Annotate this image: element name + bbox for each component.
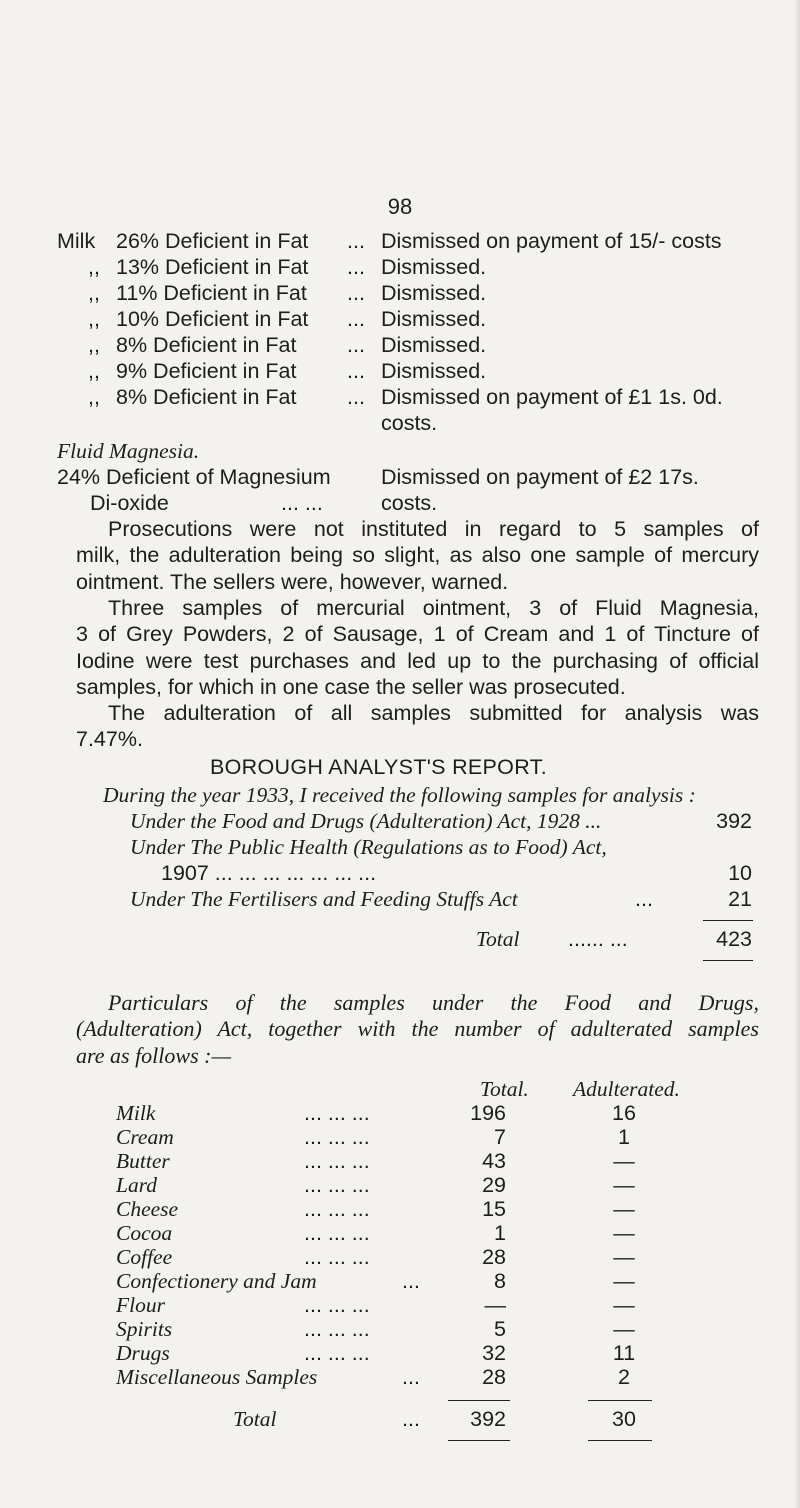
sample-name: Lard <box>116 1173 158 1197</box>
sample-adulterated: — <box>613 1269 635 1293</box>
paragraph-line: ointment. The sellers were, however, warned. <box>76 569 509 594</box>
item-line: 24% Deficient of Magnesium <box>57 465 331 489</box>
sample-total: 29 <box>482 1173 506 1197</box>
total-rule <box>703 960 753 961</box>
sample-adulterated: 11 <box>612 1341 636 1365</box>
sample-name: Miscellaneous Samples <box>116 1365 318 1389</box>
row-item: 9% Deficient in Fat <box>116 359 297 383</box>
row-dots: ... <box>402 1365 420 1389</box>
row-dots: ... ... ... <box>304 1317 370 1341</box>
paragraph-prosecutions <box>76 516 759 595</box>
paragraph-adulteration-rate <box>76 700 759 753</box>
report-intro: During the year 1933, I received the following samples for analysis : <box>103 783 696 807</box>
acts-total-value: 423 <box>716 927 752 951</box>
sample-name: Cheese <box>116 1197 179 1221</box>
row-result: Dismissed on payment of 15/- costs <box>381 229 722 253</box>
row-item: 13% Deficient in Fat <box>116 255 309 279</box>
paragraph-line: 7.47%. <box>76 727 143 752</box>
paragraph-line: milk, the adulteration being so slight, as also one sample of mercury <box>76 543 759 568</box>
table-subtotal-rule-adulterated <box>588 1400 652 1401</box>
row-dots: ... ... ... <box>304 1197 370 1221</box>
page-number: 98 <box>387 194 413 219</box>
acts-total-dots: ...... ... <box>568 927 628 951</box>
row-lead: ,, <box>88 385 100 409</box>
row-result: Dismissed. <box>381 359 487 383</box>
sample-name: Coffee <box>116 1245 173 1269</box>
sample-name: Cocoa <box>116 1221 173 1245</box>
subtotal-rule <box>703 920 753 921</box>
sample-name: Drugs <box>116 1341 170 1365</box>
sample-name: Butter <box>116 1149 170 1173</box>
table-total-rule-adulterated <box>588 1440 652 1441</box>
sample-name: Cream <box>116 1125 174 1149</box>
paragraph-test-purchases <box>76 595 759 700</box>
row-item: 11% Deficient in Fat <box>116 281 307 305</box>
row-item: 8% Deficient in Fat <box>116 333 297 357</box>
paragraph-line: samples, for which in one case the seller was prosecuted. <box>76 674 626 699</box>
sample-adulterated: 1 <box>618 1125 630 1149</box>
row-dots: ... ... <box>281 491 323 515</box>
row-dots: ... ... ... <box>304 1245 370 1269</box>
row-lead: ,, <box>88 281 100 305</box>
continuation-text: costs. <box>381 411 438 435</box>
row-result: Dismissed. <box>381 255 487 279</box>
sample-name: Flour <box>116 1293 165 1317</box>
paragraph-line: are as follows :— <box>76 1042 232 1068</box>
sample-total: 196 <box>470 1101 506 1125</box>
paragraph-line: Prosecutions were not instituted in regard to 5 samples of <box>108 517 759 541</box>
row-dots: ... <box>347 333 365 357</box>
table-total-value: 392 <box>470 1407 506 1431</box>
row-item: 10% Deficient in Fat <box>116 307 309 331</box>
row-item: 8% Deficient in Fat <box>116 385 297 409</box>
table-total-label: Total <box>233 1407 277 1431</box>
act-dots: ... <box>635 887 653 911</box>
item-line: Di-oxide <box>90 491 169 515</box>
page-edge-shadow <box>794 0 800 1508</box>
row-dots: ... ... ... <box>304 1125 370 1149</box>
sample-total: 28 <box>482 1365 506 1389</box>
row-lead: ,, <box>88 307 100 331</box>
row-dots: ... ... ... <box>304 1341 370 1365</box>
table-total-rule-total <box>448 1440 510 1441</box>
sample-adulterated: — <box>613 1173 635 1197</box>
row-lead: Milk <box>57 229 96 253</box>
paragraph-line: (Adulteration) Act, together with the number of adulterated samples <box>76 1016 759 1042</box>
paragraph-line: The adulteration of all samples submitted for analysis was <box>108 701 759 725</box>
sample-adulterated: 2 <box>618 1365 630 1389</box>
row-lead: ,, <box>88 359 100 383</box>
row-result: Dismissed. <box>381 307 487 331</box>
sample-total: 15 <box>482 1197 506 1221</box>
table-total-adulterated: 30 <box>612 1407 636 1431</box>
row-dots: ... <box>347 307 365 331</box>
row-dots: ... <box>402 1269 420 1293</box>
paragraph-line: Particulars of the samples under the Food and Drugs, <box>108 990 759 1015</box>
act-value: 21 <box>728 887 752 911</box>
row-dots: ... <box>347 281 365 305</box>
sample-name: Milk <box>116 1101 156 1125</box>
sample-total: 5 <box>494 1317 506 1341</box>
paragraph-line: Three samples of mercurial ointment, 3 of Fluid Magnesia, <box>108 596 759 620</box>
sample-adulterated: — <box>613 1149 635 1173</box>
paragraph-line: 3 of Grey Powders, 2 of Sausage, 1 of Cream and 1 of Tincture of <box>76 622 759 647</box>
row-dots: ... <box>347 385 365 409</box>
sample-total: 32 <box>482 1341 506 1365</box>
act-value: 392 <box>716 809 752 833</box>
act-line: Under The Public Health (Regulations as to Food) Act, <box>130 835 607 859</box>
row-dots: ... ... ... <box>304 1293 370 1317</box>
acts-total-label: Total <box>476 927 520 951</box>
sample-adulterated: 16 <box>612 1101 636 1125</box>
result-line: costs. <box>381 491 438 515</box>
sample-name: Spirits <box>116 1317 173 1341</box>
row-result: Dismissed. <box>381 333 487 357</box>
sample-adulterated: — <box>613 1293 635 1317</box>
sample-adulterated: — <box>613 1245 635 1269</box>
sample-total: 1 <box>494 1221 506 1245</box>
fluid-magnesia-heading: Fluid Magnesia. <box>57 439 200 463</box>
row-dots: ... <box>347 359 365 383</box>
act-value: 10 <box>728 861 752 885</box>
row-dots: ... ... ... <box>304 1149 370 1173</box>
paragraph-line: Iodine were test purchases and led up to the purchasing of official <box>76 648 759 673</box>
sample-adulterated: — <box>613 1317 635 1341</box>
row-lead: ,, <box>88 255 100 279</box>
row-dots: ... ... ... <box>304 1101 370 1125</box>
act-line: Under the Food and Drugs (Adulteration) Act, 1928 ... <box>130 809 602 833</box>
sample-total: 7 <box>494 1125 506 1149</box>
act-line-continuation: 1907 ... ... ... ... ... ... ... <box>161 861 377 885</box>
row-dots: ... ... ... <box>304 1221 370 1245</box>
column-header-total: Total. <box>480 1077 529 1101</box>
row-dots: ... <box>347 229 365 253</box>
sample-adulterated: — <box>613 1221 635 1245</box>
row-item: 26% Deficient in Fat <box>116 229 309 253</box>
sample-name: Confectionery and Jam <box>116 1269 317 1293</box>
row-dots: ... <box>347 255 365 279</box>
row-dots: ... ... ... <box>304 1173 370 1197</box>
sample-total: — <box>484 1293 506 1317</box>
sample-total: 43 <box>482 1149 506 1173</box>
report-heading: BOROUGH ANALYST'S REPORT. <box>210 755 547 779</box>
sample-total: 8 <box>494 1269 506 1293</box>
row-lead: ,, <box>88 333 100 357</box>
column-header-adulterated: Adulterated. <box>573 1077 680 1101</box>
result-line: Dismissed on payment of £2 17s. <box>381 465 699 489</box>
sample-total: 28 <box>482 1245 506 1269</box>
act-line: Under The Fertilisers and Feeding Stuffs Act <box>130 887 518 911</box>
row-result: Dismissed on payment of £1 1s. 0d. <box>381 385 723 409</box>
sample-adulterated: — <box>613 1197 635 1221</box>
table-subtotal-rule-total <box>448 1400 510 1401</box>
row-dots: ... <box>402 1407 420 1431</box>
row-result: Dismissed. <box>381 281 487 305</box>
particulars-intro <box>76 990 759 1069</box>
